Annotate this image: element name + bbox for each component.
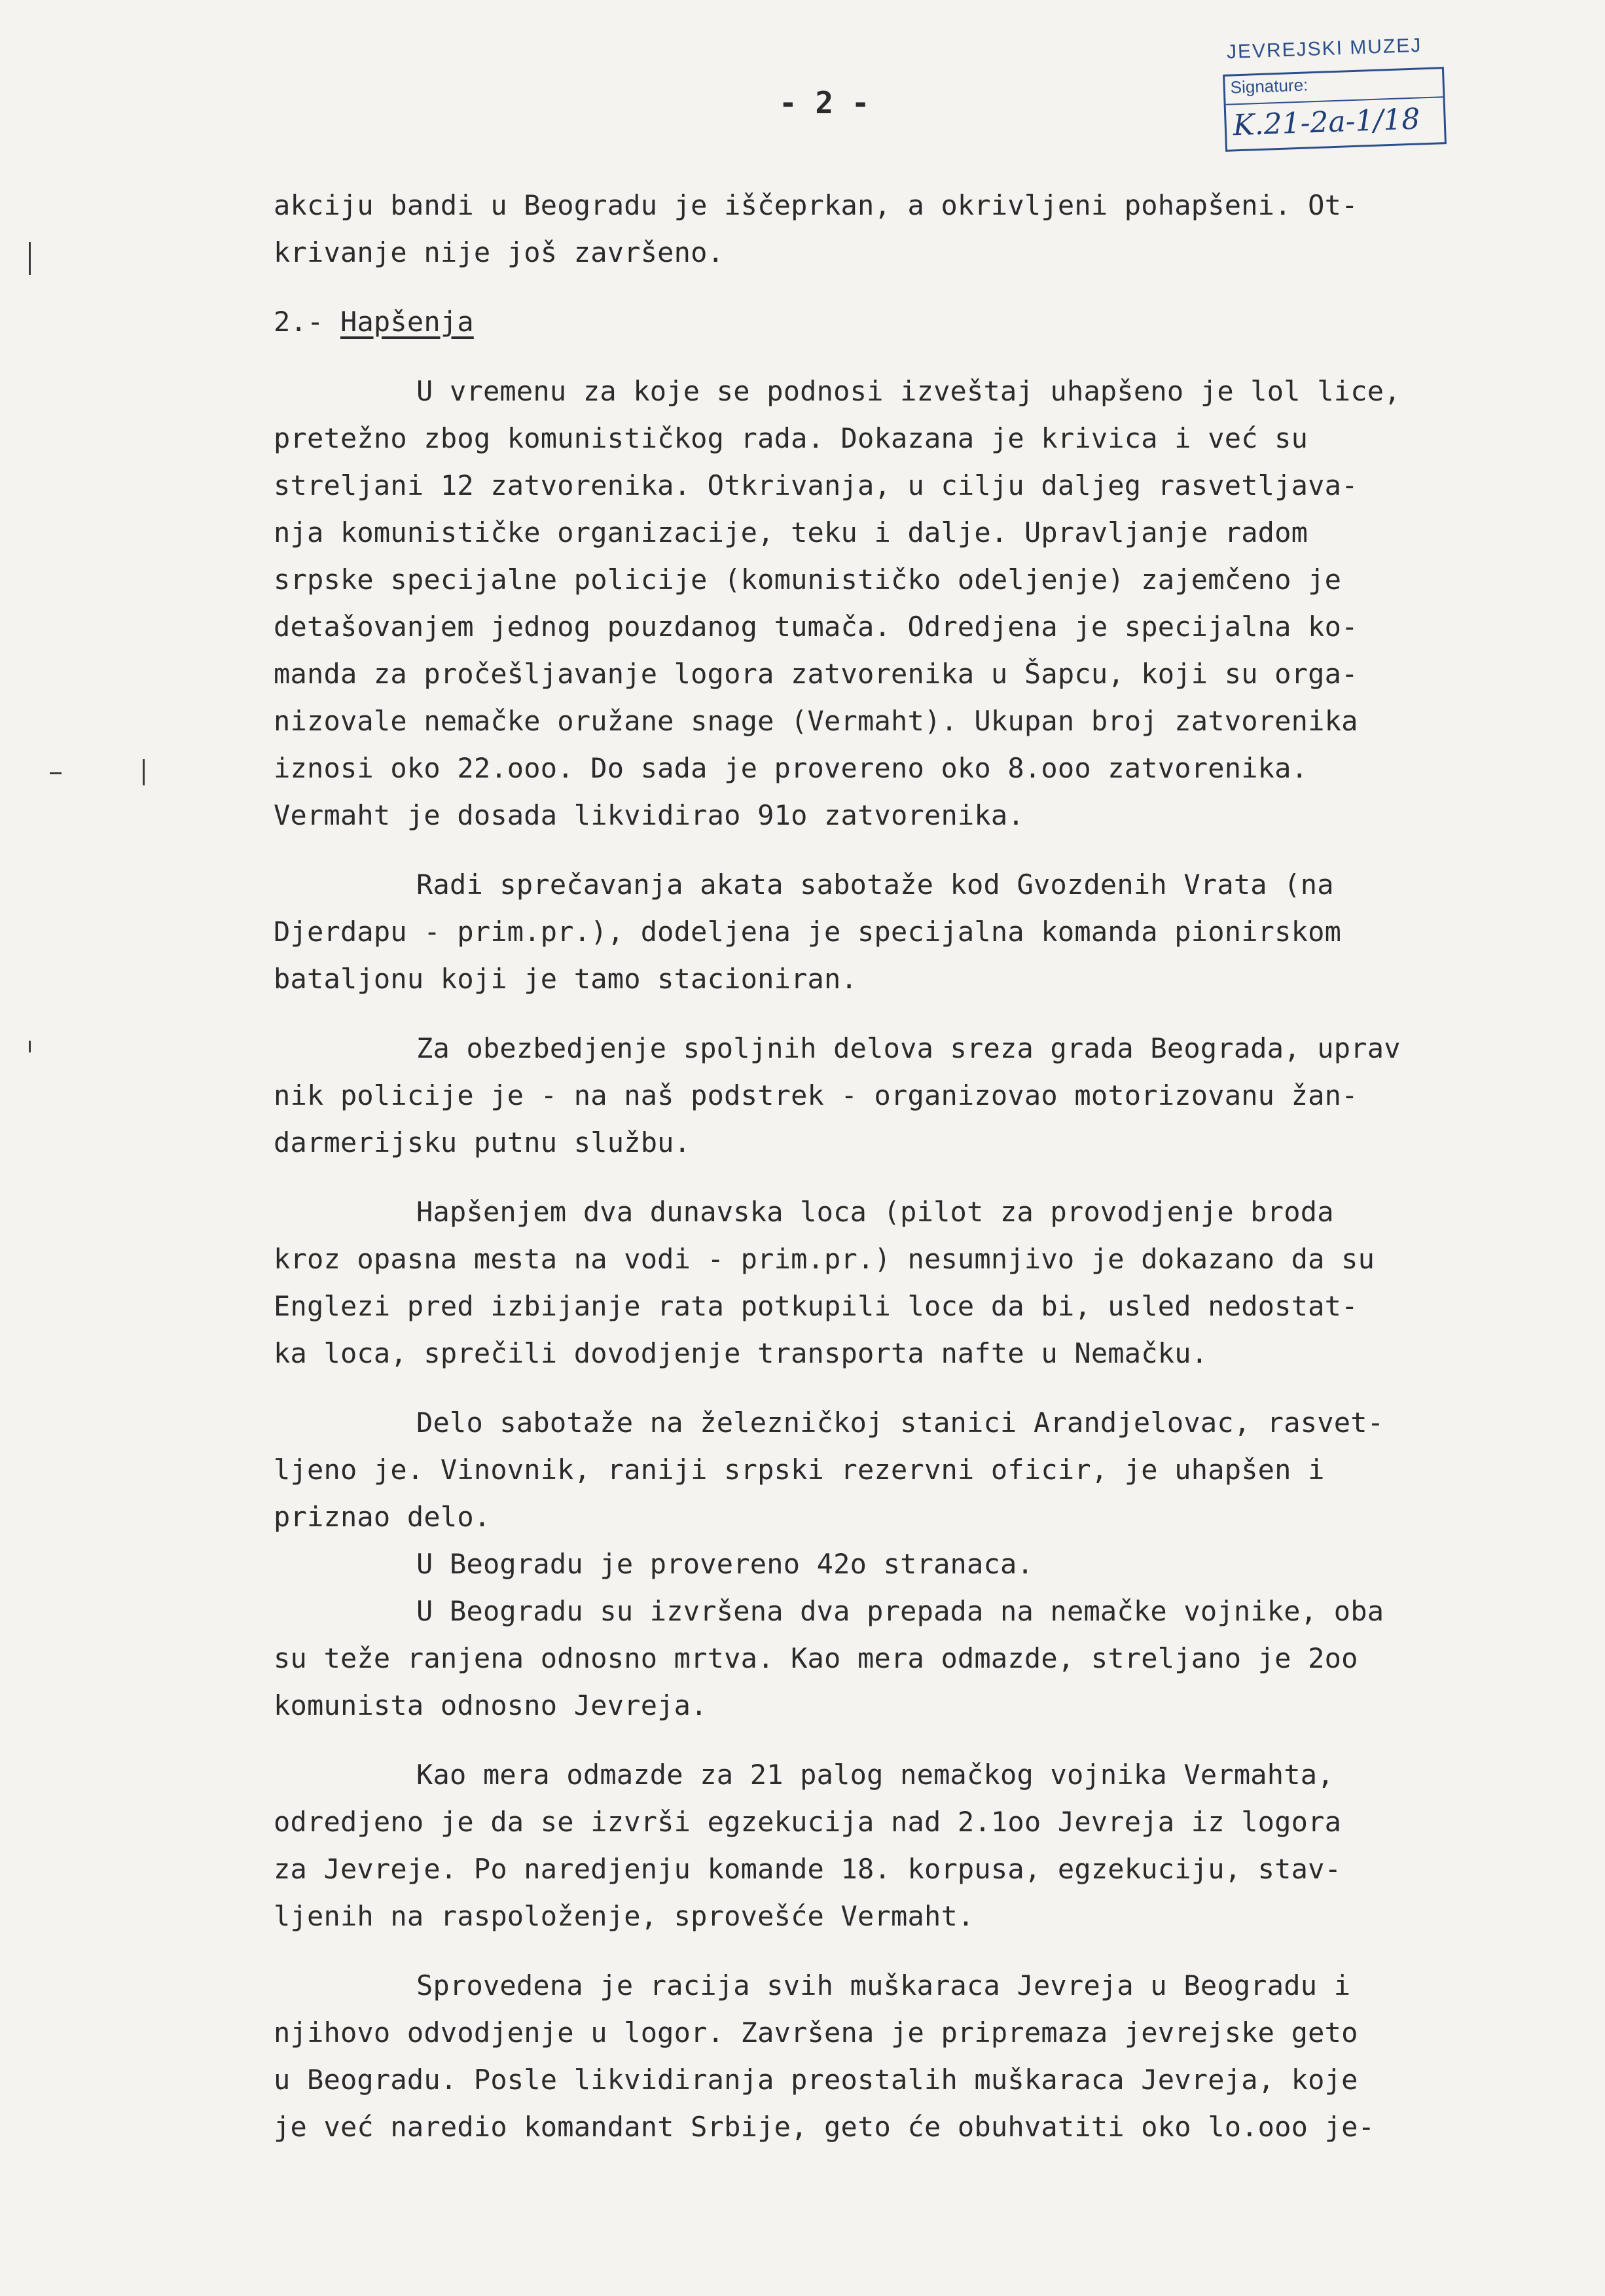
- text-line: Radi sprečavanja akata sabotaže kod Gvozdenih Vrata (na: [416, 869, 1334, 901]
- text-line: Hapšenjem dva dunavska loca (pilot za provodjenje broda: [416, 1196, 1334, 1228]
- margin-mark: [29, 242, 31, 275]
- text-line: srpske specijalne policije (komunističko odeljenje) zajemčeno je: [274, 564, 1342, 596]
- text-line: streljani 12 zatvorenika. Otkrivanja, u cilju daljeg rasvetljava-: [274, 469, 1358, 501]
- text-line: je već naredio komandant Srbije, geto će obuhvatiti oko lo.ooo je-: [274, 2111, 1375, 2143]
- text-line: darmerijsku putnu službu.: [274, 1126, 691, 1158]
- text-line: odredjeno je da se izvrši egzekucija nad 2.1oo Jevreja iz logora: [274, 1806, 1342, 1838]
- stamp-signature-value: K.21-2a-1/18: [1232, 102, 1421, 143]
- text-line: priznao delo.: [274, 1501, 491, 1533]
- text-line: za Jevreje. Po naredjenju komande 18. korpusa, egzekuciju, stav-: [274, 1853, 1342, 1885]
- text-line: U Beogradu su izvršena dva prepada na nemačke vojnike, oba: [416, 1595, 1384, 1627]
- text-line: Sprovedena je racija svih muškaraca Jevreja u Beogradu i: [416, 1969, 1351, 2001]
- text-line: ljeno je. Vinovnik, raniji srpski rezervni oficir, je uhapšen i: [274, 1454, 1325, 1486]
- margin-mark: [29, 1041, 31, 1052]
- paragraph: [274, 1025, 1589, 1166]
- text-line: manda za pročešljavanje logora zatvorenika u Šapcu, koji su orga-: [274, 658, 1358, 690]
- text-line: iznosi oko 22.ooo. Do sada je provereno oko 8.ooo zatvorenika.: [274, 752, 1308, 784]
- text-line: u Beogradu. Posle likvidiranja preostalih muškaraca Jevreja, koje: [274, 2064, 1358, 2096]
- paragraph: [274, 1588, 1589, 1729]
- section-number: 2.-: [274, 306, 340, 338]
- margin-mark: [143, 759, 145, 785]
- paragraph: [274, 182, 1589, 276]
- text-line: ljenih na raspoloženje, sprovešće Vermaht.: [274, 1900, 975, 1932]
- text-line: Kao mera odmazde za 21 palog nemačkog vojnika Vermahta,: [416, 1759, 1334, 1791]
- section-heading: [274, 298, 1589, 346]
- paragraph: [274, 1751, 1589, 1940]
- text-line: kroz opasna mesta na vodi - prim.pr.) nesumnjivo je dokazano da su: [274, 1243, 1375, 1275]
- text-line: nizovale nemačke oružane snage (Vermaht). Ukupan broj zatvorenika: [274, 705, 1358, 737]
- text-line: nik policije je - na naš podstrek - organizovao motorizovanu žan-: [274, 1079, 1358, 1111]
- text-line: su teže ranjena odnosno mrtva. Kao mera odmazde, streljano je 2oo: [274, 1642, 1358, 1674]
- text-line: Djerdapu - prim.pr.), dodeljena je specijalna komanda pionirskom: [274, 916, 1342, 948]
- margin-mark: [50, 772, 62, 774]
- text-line: njihovo odvodjenje u logor. Završena je pripremaza jevrejske geto: [274, 2017, 1358, 2049]
- paragraph: [274, 1962, 1589, 2151]
- text-line: ka loca, sprečili dovodjenje transporta nafte u Nemačku.: [274, 1337, 1208, 1369]
- stamp-signature-label: Signature:: [1230, 75, 1308, 98]
- section-title: Hapšenja: [340, 306, 474, 338]
- text-line: Vermaht je dosada likvidirao 91o zatvorenika.: [274, 799, 1024, 831]
- text-line: komunista odnosno Jevreja.: [274, 1689, 708, 1721]
- document-body: [274, 182, 1589, 2151]
- archive-stamp: [1219, 33, 1454, 157]
- text-line: krivanje nije još završeno.: [274, 236, 725, 268]
- text-line: nja komunističke organizacije, teku i dalje. Upravljanje radom: [274, 516, 1308, 548]
- paragraph: [274, 368, 1589, 839]
- paragraph: [274, 1541, 1589, 1588]
- text-line: Za obezbedjenje spoljnih delova sreza grada Beograda, uprav: [416, 1032, 1401, 1064]
- text-line: pretežno zbog komunističkog rada. Dokazana je krivica i već su: [274, 422, 1308, 454]
- text-line: akciju bandi u Beogradu je iščeprkan, a okrivljeni pohapšeni. Ot-: [274, 189, 1358, 221]
- text-line: Delo sabotaže na železničkoj stanici Arandjelovac, rasvet-: [416, 1407, 1384, 1439]
- text-line: U vremenu za koje se podnosi izveštaj uhapšeno je lol lice,: [416, 375, 1401, 407]
- paragraph: [274, 1189, 1589, 1377]
- paragraph: [274, 861, 1589, 1003]
- text-line: detašovanjem jednog pouzdanog tumača. Odredjena je specijalna ko-: [274, 611, 1358, 643]
- stamp-signature-box: [1223, 67, 1447, 152]
- text-line: Englezi pred izbijanje rata potkupili loce da bi, usled nedostat-: [274, 1290, 1358, 1322]
- text-line: bataljonu koji je tamo stacioniran.: [274, 963, 858, 995]
- text-line: U Beogradu je provereno 42o stranaca.: [416, 1548, 1034, 1580]
- stamp-museum-name: JEVREJSKI MUZEJ: [1226, 34, 1422, 63]
- paragraph: [274, 1399, 1589, 1541]
- page-number: - 2 -: [779, 85, 870, 120]
